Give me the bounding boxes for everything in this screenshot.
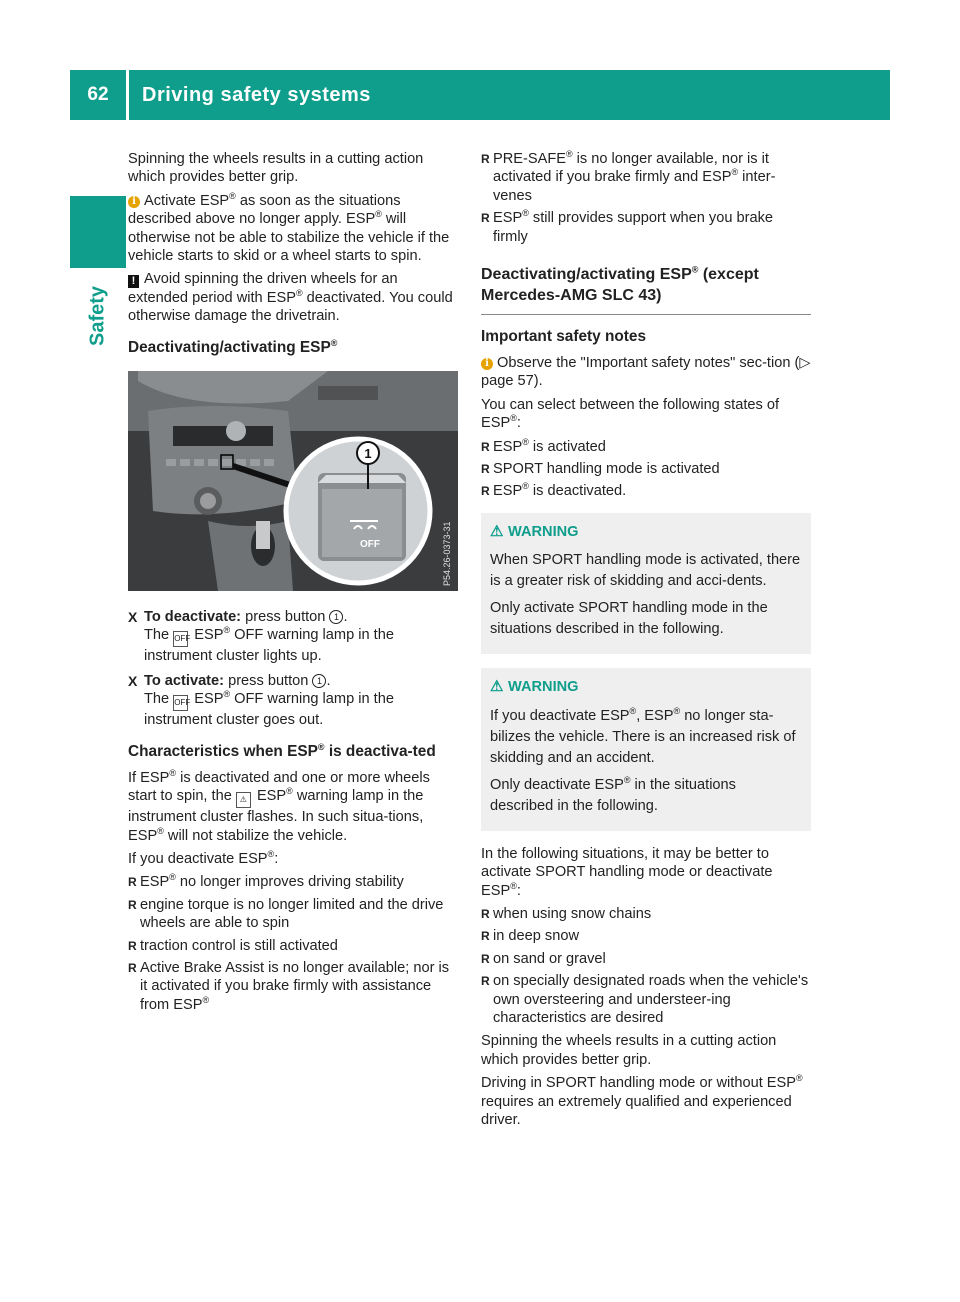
activate-step: X To activate: press button 1 . The OFF ESP® OFF warning lamp in the instrument cluster goes out. bbox=[128, 672, 394, 729]
header-divider bbox=[126, 70, 129, 120]
qualified-driver-paragraph: Driving in SPORT handling mode or without ESP® requires an extremely qualified and experienced driver. bbox=[481, 1073, 803, 1128]
section-side-label: Safety bbox=[86, 285, 109, 347]
esp-button-photo bbox=[128, 371, 458, 591]
list-item: R in deep snow bbox=[481, 927, 811, 945]
info-icon: i bbox=[128, 196, 140, 208]
deactivated-effects-list bbox=[128, 873, 460, 1014]
grip-paragraph: Spinning the wheels results in a cutting action which provides better grip. bbox=[481, 1033, 777, 1068]
callout-one-icon: 1 bbox=[329, 610, 343, 624]
section-heading-deactivating: Deactivating/activating ESP® (except Mercedes-AMG SLC 43) bbox=[481, 264, 759, 305]
esp-warning-lamp-icon: ⚠ bbox=[236, 792, 251, 808]
esp-states-list bbox=[481, 438, 811, 501]
deactivate-intro: If you deactivate ESP®: bbox=[128, 849, 279, 867]
list-item: R Active Brake Assist is no longer available; nor is it activated if you brake firmly with assistance from ESP® bbox=[128, 959, 460, 1014]
caution-note: ! Avoid spinning the driven wheels for an extended period with ESP® deactivated. You could otherwise damage the drivetrain. bbox=[128, 271, 453, 325]
heading-rule bbox=[481, 314, 811, 315]
esp-off-lamp-icon: OFF bbox=[173, 695, 188, 711]
section-heading-characteristics: Characteristics when ESP® is deactiva-ted bbox=[128, 741, 436, 760]
list-item: R SPORT handling mode is activated bbox=[481, 460, 811, 478]
info-note: i Observe the "Important safety notes" sec-tion (▷ page 57). bbox=[481, 355, 811, 390]
svg-text:OFF: OFF bbox=[360, 538, 380, 550]
step-arrow-icon: X bbox=[128, 609, 138, 626]
list-item: R ESP® is activated bbox=[481, 438, 811, 456]
deactivate-step: X To deactivate: press button 1 . The OFF ESP® OFF warning lamp in the instrument cluster lights up. bbox=[128, 609, 394, 665]
list-item: R engine torque is no longer limited and the drive wheels are able to spin bbox=[128, 896, 460, 933]
situations-list bbox=[481, 905, 811, 1027]
subheading-safety-notes: Important safety notes bbox=[481, 328, 647, 346]
warning-triangle-icon: ⚠ bbox=[490, 678, 504, 696]
characteristics-paragraph: If ESP® is deactivated and one or more wheels start to spin, the ⚠ ESP® warning lamp in the instrument cluster flashes. In such situa-tions, ESP® will not stabilize the vehicle. bbox=[128, 767, 430, 844]
page-header bbox=[70, 70, 890, 120]
warning-box-sport: ⚠ WARNING When SPORT handling mode is activated, there is a greater risk of skidding and acci-dents. Only activate SPORT handling mode in the situations described in the following. bbox=[481, 513, 811, 654]
callout-one-icon: 1 bbox=[312, 674, 326, 688]
warning-triangle-icon: ⚠ bbox=[490, 522, 504, 540]
list-item: R on sand or gravel bbox=[481, 950, 811, 968]
exclamation-icon: ! bbox=[128, 275, 139, 288]
list-item: R traction control is still activated bbox=[128, 937, 460, 955]
list-item: R when using snow chains bbox=[481, 905, 811, 923]
chapter-title: Driving safety systems bbox=[142, 84, 371, 106]
situations-intro: In the following situations, it may be better to activate SPORT handling mode or deactivate ESP®: bbox=[481, 845, 773, 899]
list-item: R PRE-SAFE® is no longer available, nor is it activated if you brake firmly and ESP® inter-venes bbox=[481, 150, 811, 205]
left-column bbox=[128, 150, 460, 1019]
info-icon: i bbox=[481, 358, 493, 370]
svg-text:P54.26-0373-31: P54.26-0373-31 bbox=[442, 521, 452, 586]
section-tab-marker bbox=[70, 196, 126, 268]
esp-off-lamp-icon: OFF bbox=[173, 631, 188, 647]
states-intro: You can select between the following states of ESP®: bbox=[481, 396, 780, 432]
svg-text:1: 1 bbox=[364, 445, 372, 461]
continued-effects-list bbox=[481, 150, 811, 246]
step-arrow-icon: X bbox=[128, 672, 138, 689]
list-item: R ESP® still provides support when you brake firmly bbox=[481, 209, 811, 246]
intro-paragraph: Spinning the wheels results in a cutting action which provides better grip. bbox=[128, 151, 424, 186]
list-item: R ESP® no longer improves driving stability bbox=[128, 873, 460, 891]
warning-box-deactivate: ⚠ WARNING If you deactivate ESP®, ESP® no longer sta-bilizes the vehicle. There is an increased risk of skidding and an accident. Only deactivate ESP® in the situations described in the following. bbox=[481, 668, 811, 830]
section-heading-esp: Deactivating/activating ESP® bbox=[128, 337, 338, 356]
right-column bbox=[481, 150, 811, 1134]
list-item: R ESP® is deactivated. bbox=[481, 482, 811, 500]
page-number: 62 bbox=[87, 84, 109, 105]
info-note: i Activate ESP® as soon as the situations described above no longer apply. ESP® will otherwise not be able to stabilize the vehicle if the vehicle starts to skid or a wheel starts to spin. bbox=[128, 190, 450, 265]
list-item: R on specially designated roads when the vehicle's own oversteering and understeer-ing characteristics are desired bbox=[481, 972, 811, 1027]
